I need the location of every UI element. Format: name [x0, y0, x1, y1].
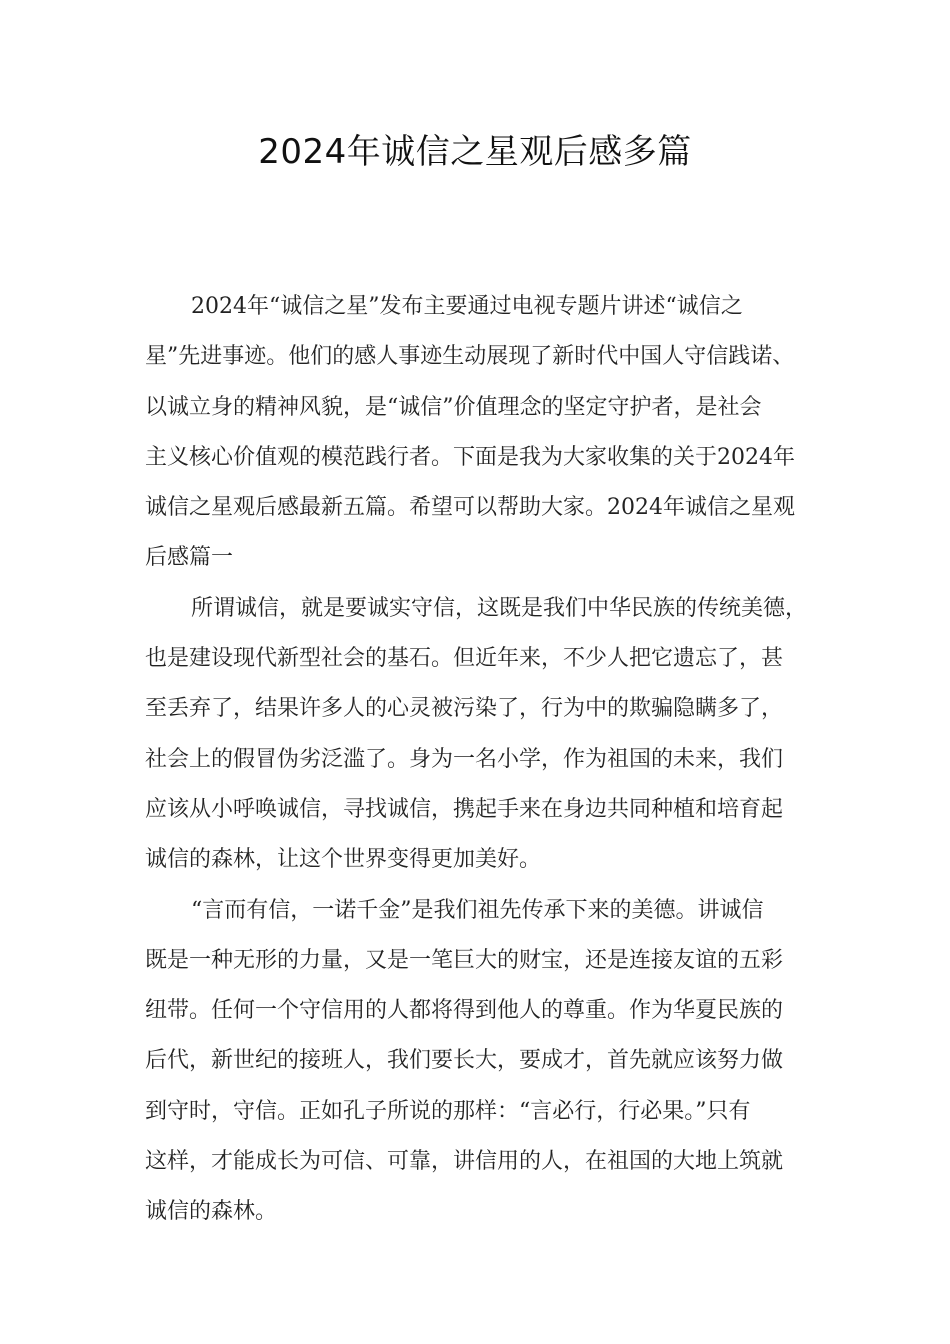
text-line: 至丢弃了，结果许多人的心灵被污染了，行为中的欺骗隐瞒多了，	[145, 696, 784, 722]
text-line: 星”先进事迹。他们的感人事迹生动展现了新时代中国人守信践诺、	[145, 344, 795, 370]
text-line: 以诚立身的精神风貌，是“诚信”价值理念的坚定守护者，是社会	[145, 394, 762, 420]
text-line-paragraph-2-start: 所谓诚信，就是要诚实守信，这既是我们中华民族的传统美德，	[191, 595, 808, 621]
text-line: 纽带。任何一个守信用的人都将得到他人的尊重。作为华夏民族的	[145, 998, 784, 1024]
text-line: 社会上的假冒伪劣泛滥了。身为一名小学，作为祖国的未来，我们	[145, 746, 784, 772]
text-line: 诚信的森林，让这个世界变得更加美好。	[145, 847, 542, 873]
text-line: 诚信的森林。	[145, 1199, 278, 1225]
text-line-section-heading: 后感篇一	[145, 545, 234, 571]
document-body	[145, 282, 813, 1238]
document-title: 2024年诚信之星观后感多篇	[258, 132, 692, 172]
text-line: 后代，新世纪的接班人，我们要长大，要成才，首先就应该努力做	[145, 1048, 784, 1074]
text-line: 到守时，守信。正如孔子所说的那样：“言必行，行必果。”只有	[145, 1098, 751, 1124]
text-line: 既是一种无形的力量，又是一笔巨大的财宝，还是连接友谊的五彩	[145, 947, 784, 973]
text-line-paragraph-1-start: 2024年“诚信之星”发布主要通过电视专题片讲述“诚信之	[191, 294, 743, 319]
text-line-paragraph-3-start: “言而有信，一诺千金”是我们祖先传承下来的美德。讲诚信	[191, 897, 764, 923]
text-line: 主义核心价值观的模范践行者。下面是我为大家收集的关于2024年	[145, 444, 795, 470]
text-line: 诚信之星观后感最新五篇。希望可以帮助大家。2024年诚信之星观	[145, 495, 795, 521]
text-line: 这样，才能成长为可信、可靠，讲信用的人，在祖国的大地上筑就	[145, 1149, 784, 1175]
text-line: 也是建设现代新型社会的基石。但近年来，不少人把它遗忘了，甚	[145, 646, 784, 672]
text-line: 应该从小呼唤诚信，寻找诚信，携起手来在身边共同种植和培育起	[145, 796, 784, 822]
